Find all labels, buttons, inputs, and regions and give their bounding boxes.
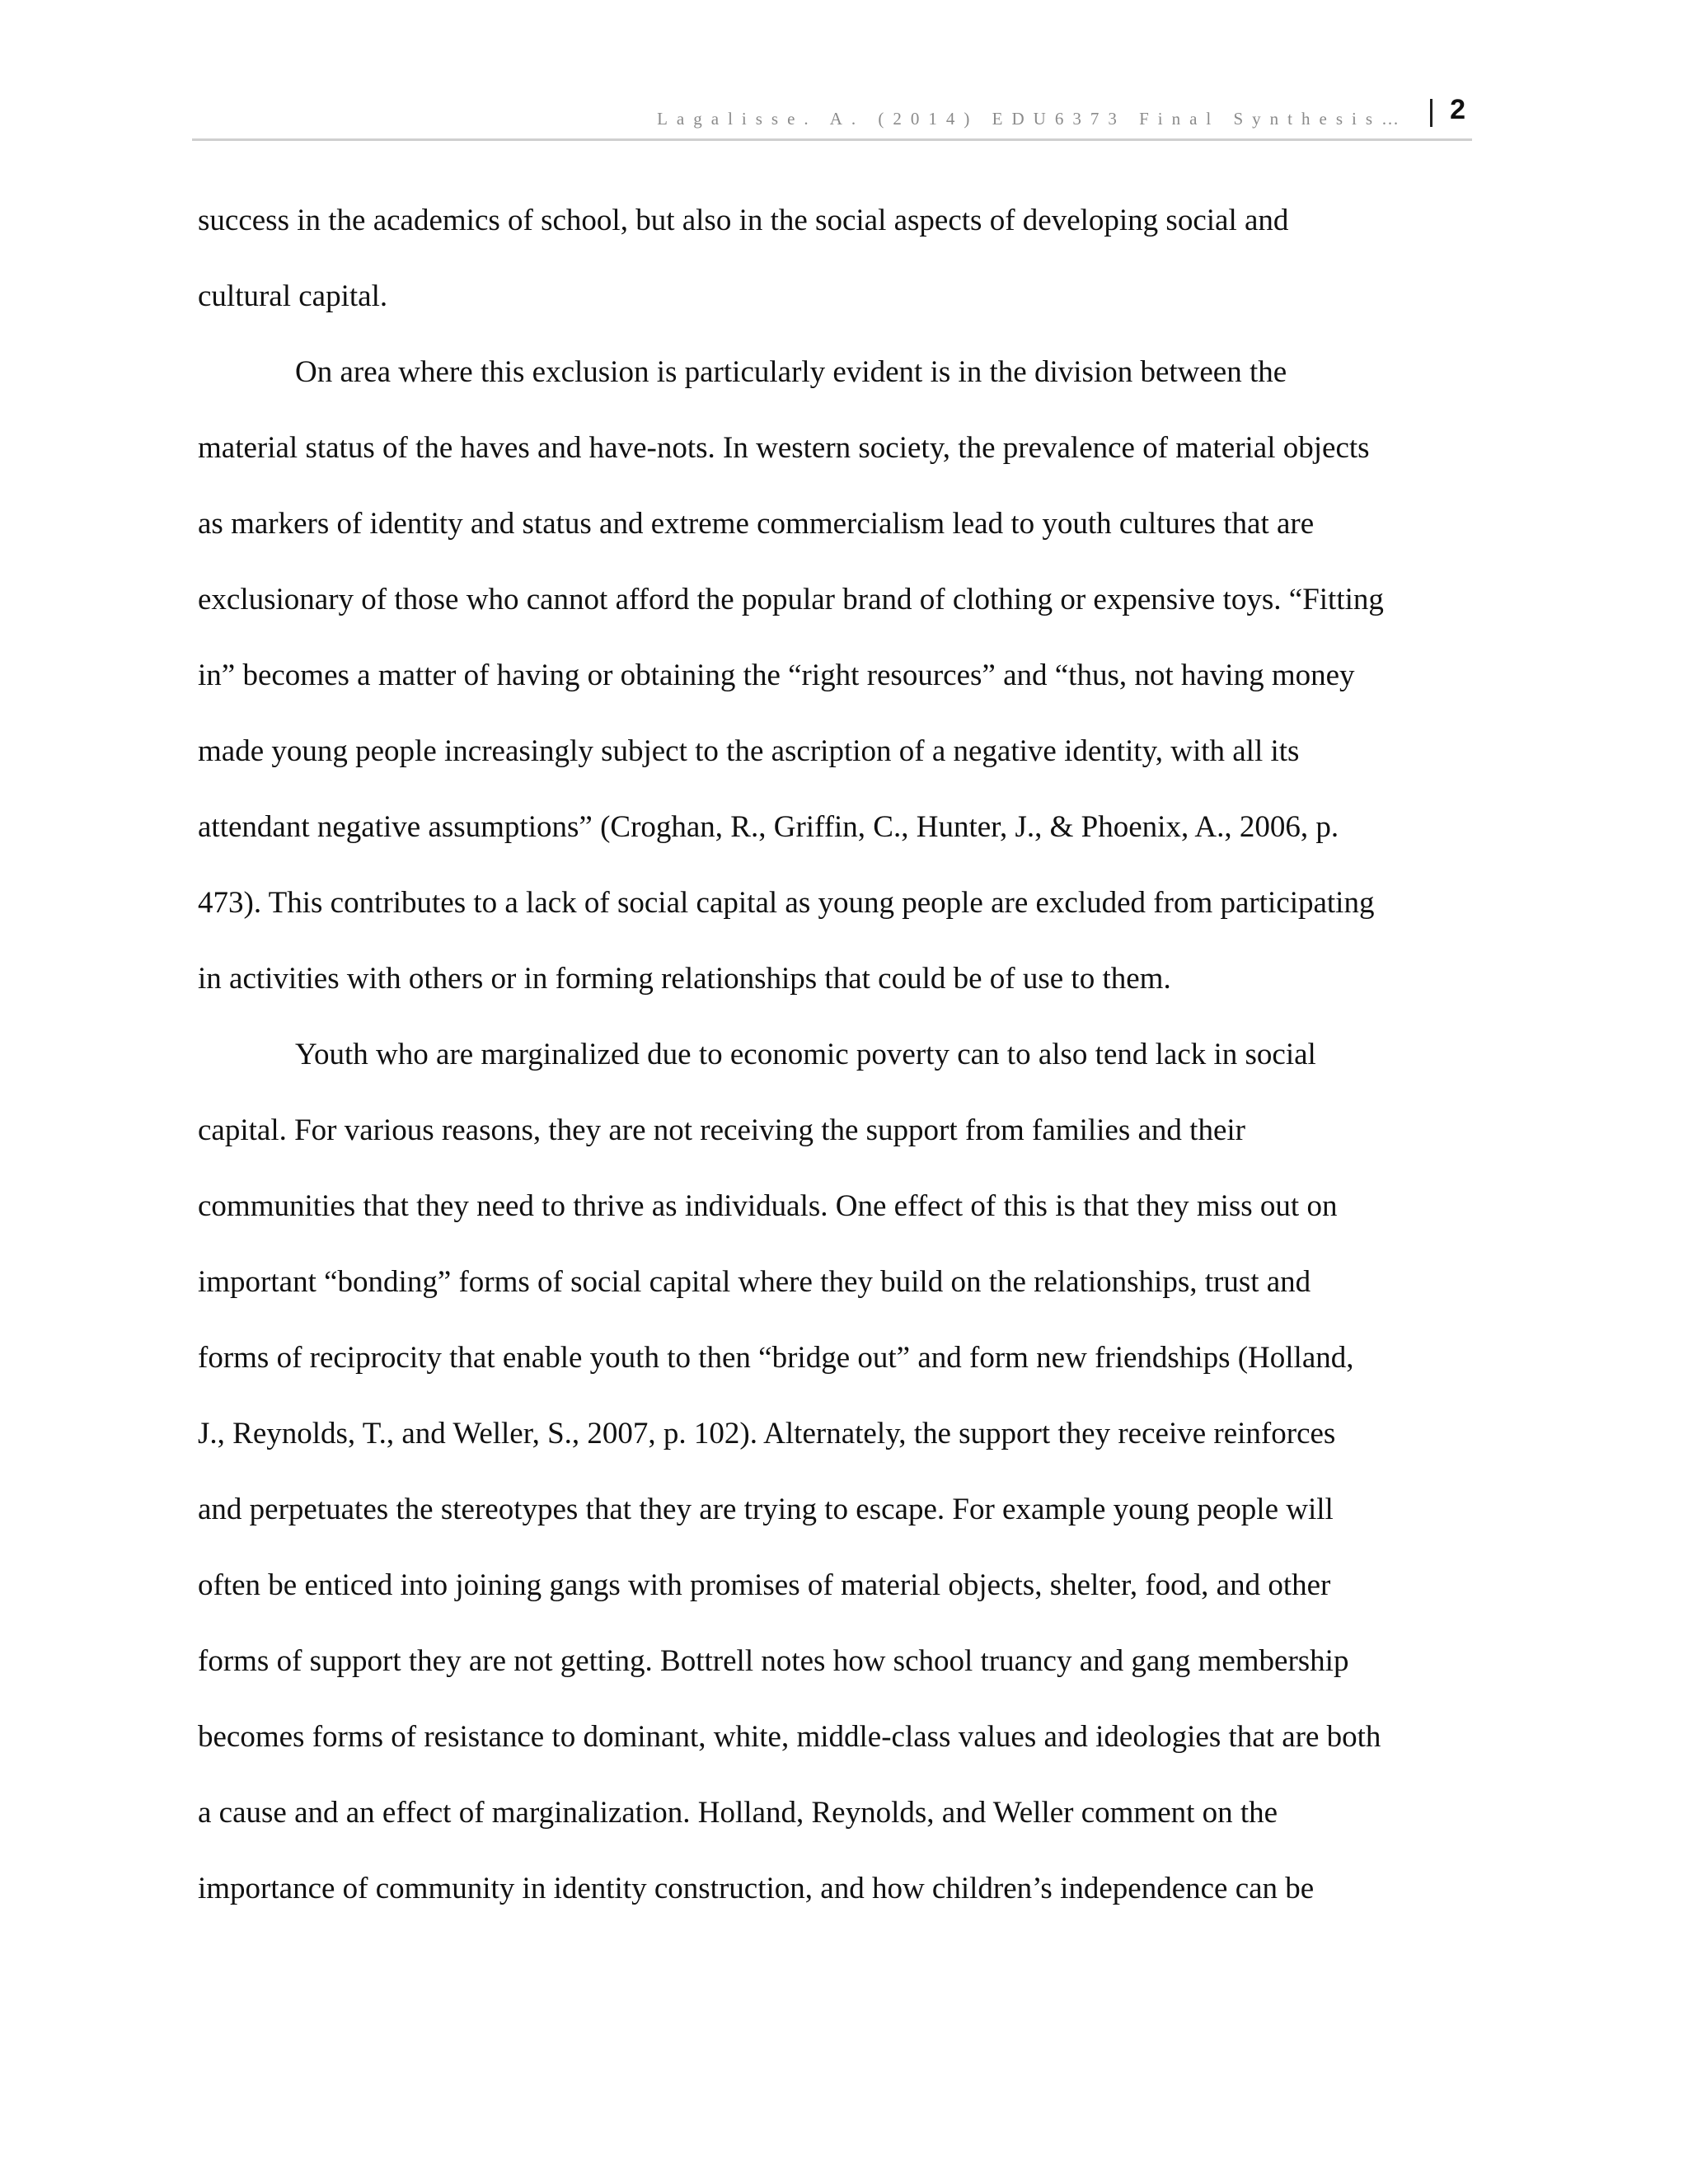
text-line: important “bonding” forms of social capital where they build on the relationships, trust and	[198, 1265, 1311, 1299]
text-line: J., Reynolds, T., and Weller, S., 2007, p. 102). Alternately, the support they receive reinforces	[198, 1417, 1336, 1451]
text-line: often be enticed into joining gangs with promises of material objects, shelter, food, and other	[198, 1568, 1331, 1602]
text-line: as markers of identity and status and extreme commercialism lead to youth cultures that are	[198, 507, 1315, 541]
paragraph-first-line: On area where this exclusion is particularly evident is in the division between the	[295, 355, 1287, 389]
body-text	[198, 183, 1492, 1927]
running-head: Lagalisse. A. (2014) EDU6373 Final Synthesis…	[657, 109, 1408, 129]
text-line: attendant negative assumptions” (Croghan, R., Griffin, C., Hunter, J., & Phoenix, A., 2006, p.	[198, 810, 1339, 844]
page-header	[192, 94, 1472, 141]
text-line: and perpetuates the stereotypes that they are trying to escape. For example young people will	[198, 1493, 1334, 1526]
page-number: 2	[1450, 94, 1465, 125]
text-line: exclusionary of those who cannot afford the popular brand of clothing or expensive toys. “Fitting	[198, 583, 1384, 616]
text-line: material status of the haves and have-nots. In western society, the prevalence of material objects	[198, 431, 1370, 465]
text-line: made young people increasingly subject to the ascription of a negative identity, with all its	[198, 734, 1300, 768]
text-line: success in the academics of school, but also in the social aspects of developing social and	[198, 204, 1289, 237]
header-separator	[1430, 99, 1432, 127]
text-line: communities that they need to thrive as individuals. One effect of this is that they miss out on	[198, 1189, 1338, 1223]
text-line: importance of community in identity construction, and how children’s independence can be	[198, 1872, 1315, 1905]
text-line: 473). This contributes to a lack of social capital as young people are excluded from participating	[198, 886, 1375, 920]
text-line: cultural capital.	[198, 279, 388, 313]
text-line: in activities with others or in forming relationships that could be of use to them.	[198, 962, 1171, 996]
text-line: forms of support they are not getting. Bottrell notes how school truancy and gang membership	[198, 1644, 1349, 1678]
text-line: a cause and an effect of marginalization. Holland, Reynolds, and Weller comment on the	[198, 1796, 1278, 1830]
text-line: forms of reciprocity that enable youth to then “bridge out” and form new friendships (Holland,	[198, 1341, 1354, 1375]
text-line: capital. For various reasons, they are not receiving the support from families and their	[198, 1113, 1245, 1147]
text-line: in” becomes a matter of having or obtaining the “right resources” and “thus, not having money	[198, 658, 1355, 692]
text-line: becomes forms of resistance to dominant, white, middle-class values and ideologies that are both	[198, 1720, 1381, 1754]
paragraph-first-line: Youth who are marginalized due to economic poverty can to also tend lack in social	[295, 1038, 1316, 1071]
